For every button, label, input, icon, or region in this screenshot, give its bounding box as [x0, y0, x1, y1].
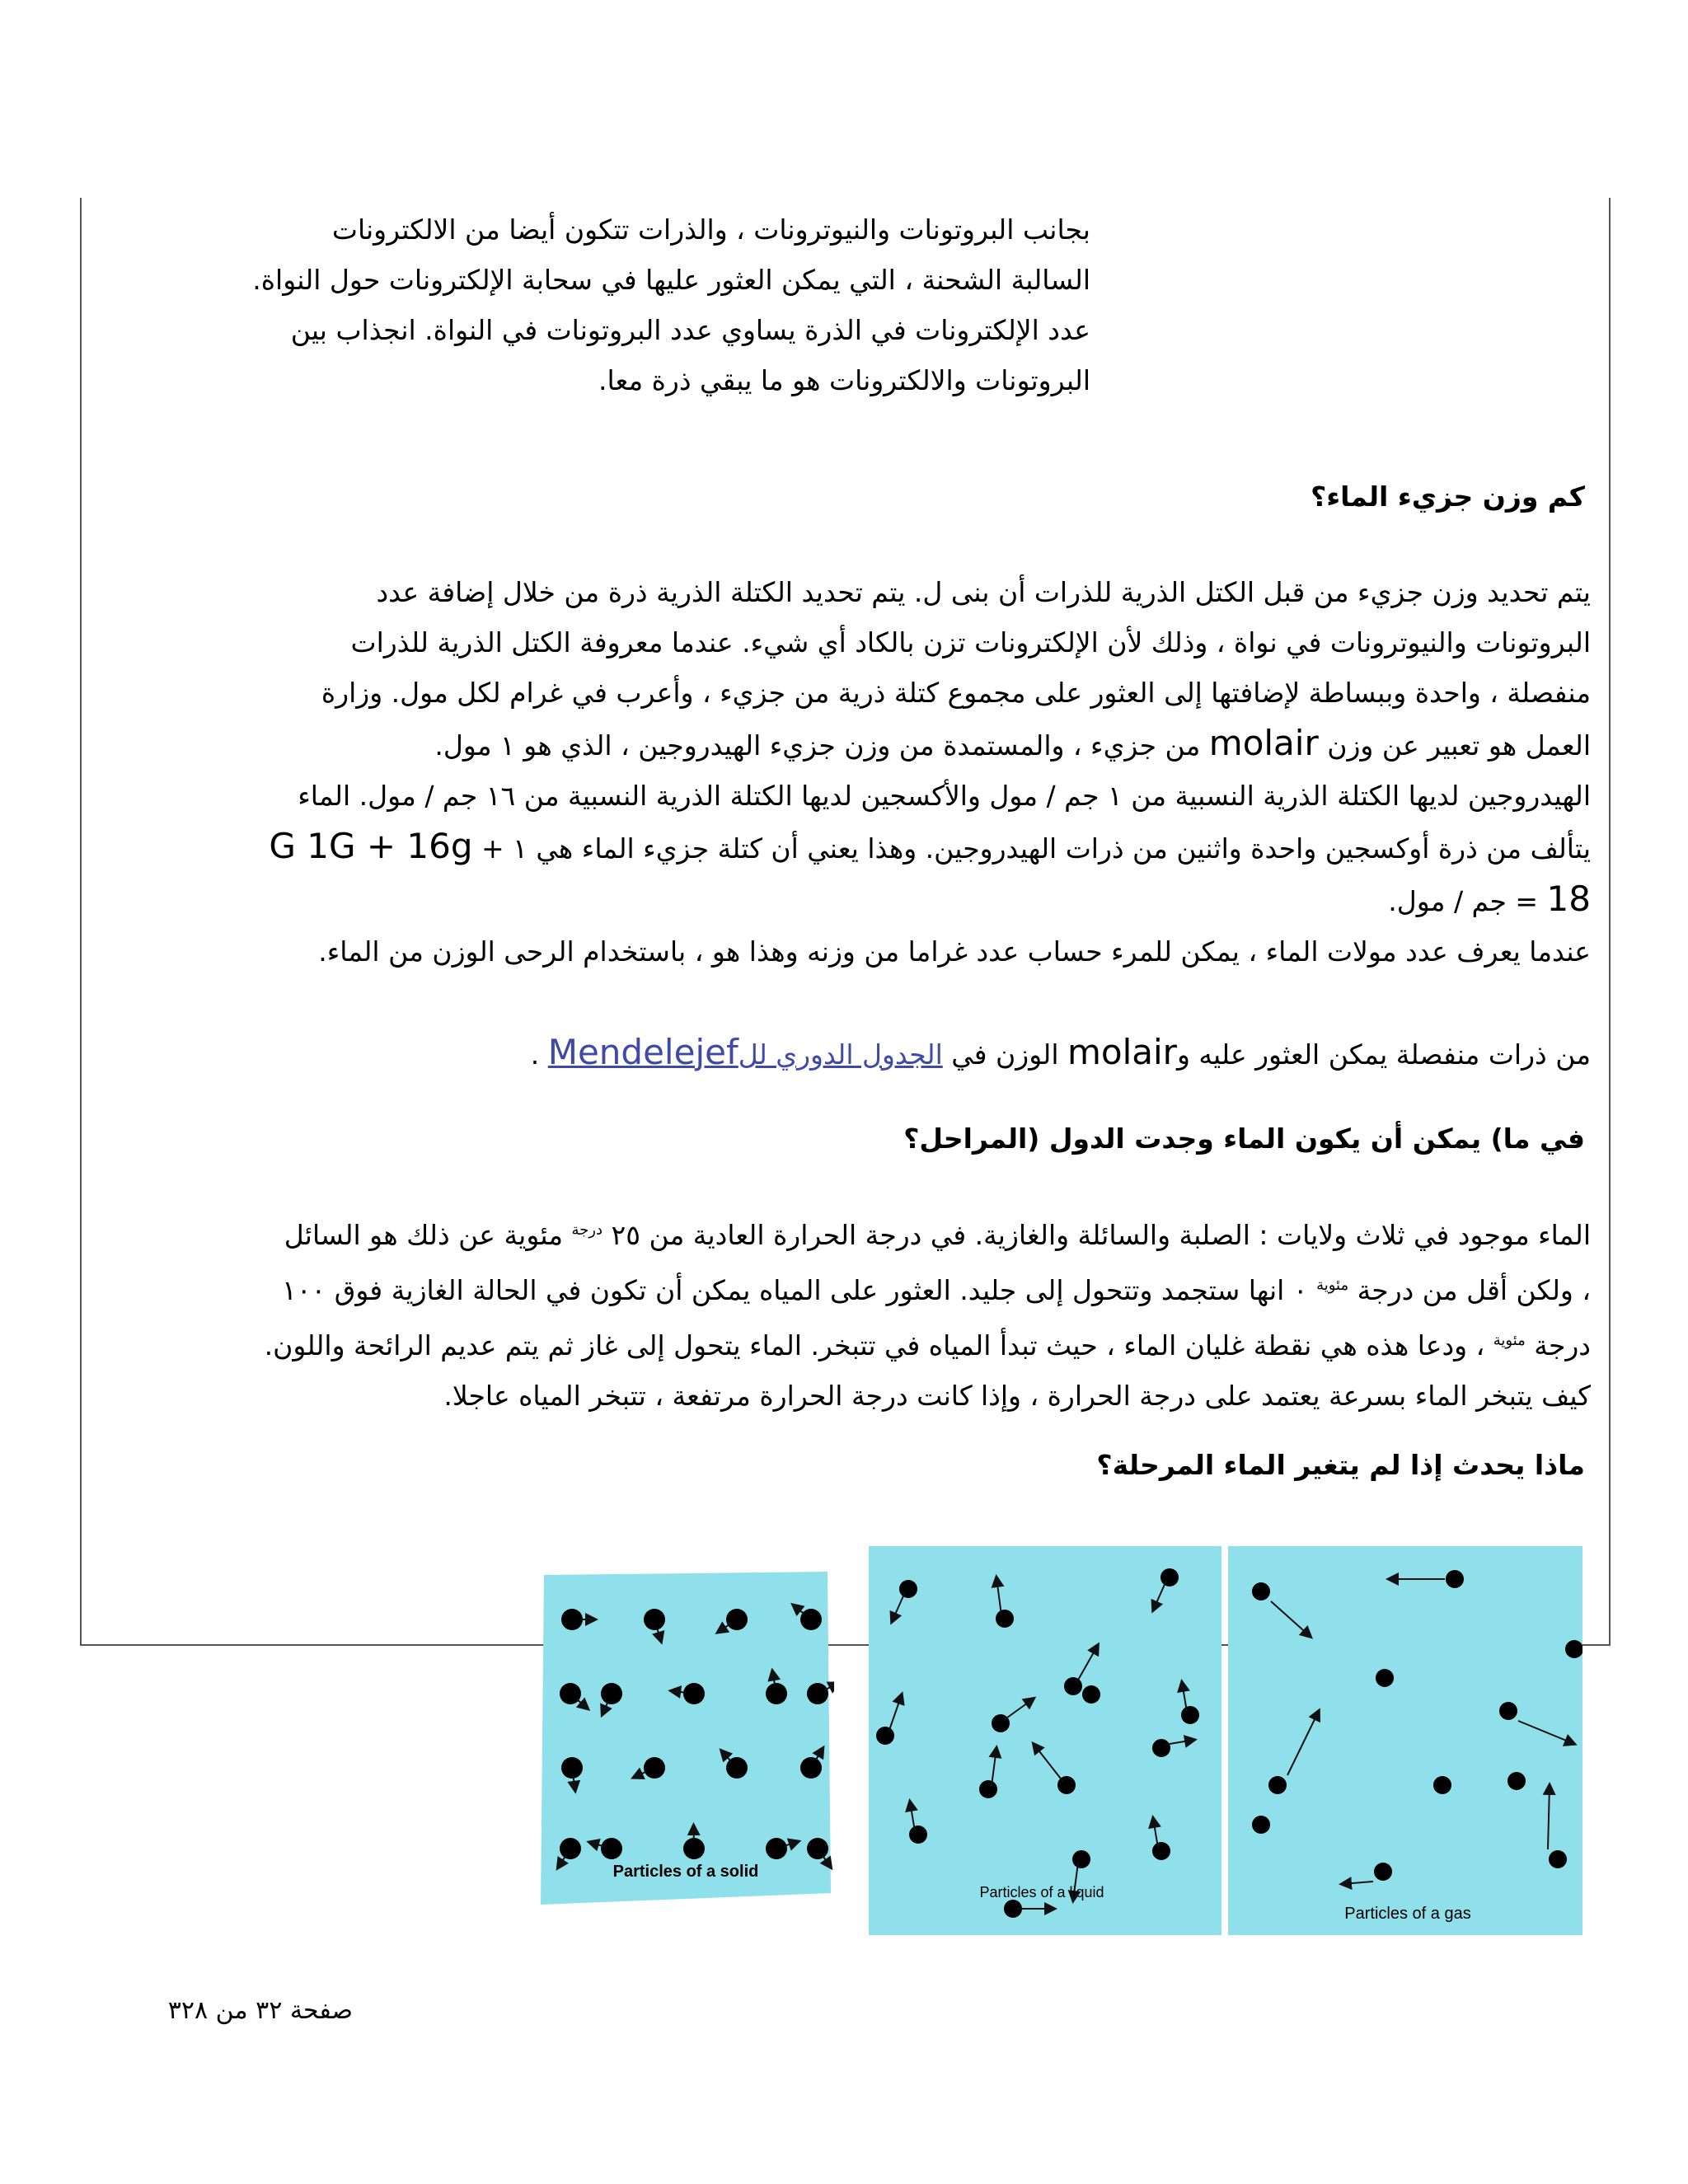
- particle: [1565, 1640, 1582, 1658]
- particle: [726, 1609, 748, 1630]
- particle: [807, 1683, 828, 1704]
- particle: [561, 1757, 583, 1779]
- particle: [1160, 1568, 1179, 1586]
- intro-line: السالبة الشحنة ، التي يمكن العثور عليها في سحابة الإلكترونات حول النواة.: [252, 264, 1090, 296]
- text-run: ٠ انها ستجمد وتتحول إلى جليد. العثور على المياه يمكن أن تكون في الحالة الغازية فوق ١٠٠: [282, 1274, 1317, 1306]
- particle: [1072, 1850, 1090, 1868]
- particle: [683, 1683, 705, 1704]
- particle: [1181, 1706, 1199, 1724]
- text-run: molair: [1067, 1032, 1177, 1072]
- heading-water-molecule-weight: كم وزن جزيء الماء؟: [1311, 480, 1585, 513]
- text-run: 18: [1546, 879, 1591, 919]
- particle: [1252, 1582, 1270, 1601]
- gas-background: [1228, 1546, 1582, 1935]
- particle: [899, 1580, 917, 1598]
- particle: [1152, 1842, 1170, 1860]
- solid-particles-figure: [537, 1570, 834, 1910]
- particle: [1507, 1772, 1526, 1790]
- particle: [876, 1727, 894, 1745]
- particle: [766, 1683, 787, 1704]
- solid-figure-svg: [537, 1570, 834, 1910]
- particle: [1446, 1570, 1464, 1588]
- intro-line: البروتونات والالكترونات هو ما يبقي ذرة معا.: [598, 364, 1090, 396]
- particle: [909, 1825, 927, 1844]
- text-run: مئوية عن ذلك هو السائل: [284, 1219, 572, 1251]
- paragraph-line: [265, 1260, 1591, 1315]
- heading-water-states: في ما) يمكن أن يكون الماء وجدت الدول (المراحل؟: [903, 1122, 1585, 1155]
- text-run: من ذرات منفصلة يمكن العثور عليه و: [1176, 1038, 1591, 1071]
- paragraph-line: [269, 874, 1591, 926]
- gas-figure-svg: [1228, 1546, 1582, 1935]
- paragraph-line: [269, 821, 1591, 874]
- text-run: الوزن في: [942, 1038, 1067, 1071]
- text-run: ، ولكن أقل من درجة: [1348, 1274, 1591, 1306]
- text-run: العمل هو تعبير عن وزن: [1318, 729, 1591, 762]
- particle: [1252, 1816, 1270, 1834]
- page-number: صفحة ٣٢ من ٣٢٨: [167, 1996, 353, 2025]
- paragraph-molecular-weight: [269, 567, 1591, 977]
- paragraph-periodic-table: [531, 1027, 1591, 1080]
- particle: [979, 1780, 997, 1798]
- text-run: ، ودعا هذه هي نقطة غليان الماء ، حيث تبدأ المياه في تتبخر. الماء يتحول إلى غاز ثم يتم عديم الرائحة واللون.: [264, 1329, 1493, 1361]
- particle: [1064, 1677, 1082, 1695]
- text-run: من جزيء ، والمستمدة من وزن جزيء الهيدروجين ، الذي هو ١ مول.: [434, 729, 1209, 762]
- particle: [560, 1838, 581, 1859]
- paragraph-line: [265, 1205, 1591, 1260]
- particle: [1374, 1863, 1392, 1881]
- heading-phase-change: ماذا يحدث إذا لم يتغير الماء المرحلة؟: [1096, 1449, 1585, 1481]
- paragraph-line: البروتونات والنيوترونات في نواة ، وذلك لأن الإلكترونات تزن بالكاد أي شيء. عندما معروفة الكتل الذرية للذرات: [350, 626, 1591, 658]
- particle: [800, 1757, 822, 1779]
- paragraph-line: [265, 1315, 1591, 1371]
- particle: [800, 1609, 822, 1630]
- paragraph-line: الهيدروجين لديها الكتلة الذرية النسبية من ١ جم / مول والأكسجين لديها الكتلة الذرية النسبية من ١٦ جم / مول. الماء: [298, 780, 1591, 812]
- particle: [1549, 1850, 1567, 1868]
- intro-line: عدد الإلكترونات في الذرة يساوي عدد البروتونات في النواة. انجذاب بين: [290, 314, 1090, 346]
- text-run: الماء موجود في ثلاث ولايات : الصلبة والسائلة والغازية. في درجة الحرارة العادية من ٢٥: [603, 1219, 1591, 1251]
- text-run: molair: [1208, 723, 1319, 763]
- text-run: درجة: [1525, 1329, 1591, 1361]
- intro-paragraph: [252, 204, 1090, 405]
- paragraph-line: كيف يتبخر الماء بسرعة يعتمد على درجة الحرارة ، وإذا كانت درجة الحرارة مرتفعة ، تتبخر المياه عاجلا.: [443, 1380, 1591, 1412]
- particle: [766, 1838, 787, 1859]
- solid-caption: Particles of a solid: [612, 1863, 759, 1881]
- paragraph-line: يتم تحديد وزن جزيء من قبل الكتل الذرية للذرات أن بنى ل. يتم تحديد الكتلة الذرية ذرة من خلال إضافة عدد: [376, 576, 1591, 608]
- liquid-figure-svg: [869, 1546, 1221, 1935]
- superscript: مئوية: [1493, 1332, 1526, 1349]
- paragraph-line: عندما يعرف عدد مولات الماء ، يمكن للمرء حساب عدد غراما من وزنه وهذا هو ، باستخدام الرحى الوزن من الماء.: [318, 935, 1591, 968]
- text-run: = جم / مول.: [1388, 885, 1547, 917]
- text-run: .: [530, 1038, 548, 1071]
- liquid-caption: Particles of a liquid: [979, 1884, 1104, 1900]
- liquid-particles-figure: [869, 1546, 1221, 1935]
- particle: [996, 1610, 1014, 1628]
- link-text[interactable]: Mendelejef: [547, 1032, 738, 1072]
- intro-line: بجانب البروتونات والنيوترونات ، والذرات تتكون أيضا من الالكترونات: [331, 213, 1090, 246]
- particle: [1082, 1685, 1100, 1704]
- particle: [807, 1838, 828, 1859]
- superscript: مئوية: [1316, 1277, 1349, 1294]
- particle: [1152, 1739, 1170, 1757]
- particle: [601, 1838, 622, 1859]
- particle: [644, 1609, 665, 1630]
- text-run: يتألف من ذرة أوكسجين واحدة واثنين من ذرات الهيدروجين. وهذا يعني أن كتلة جزيء الماء هي ١ +: [472, 832, 1591, 865]
- paragraph-line: منفصلة ، واحدة وببساطة لإضافتها إلى العثور على مجموع كتلة ذرية من جزيء ، وأعرب في غرام لكل مول. وزارة: [321, 677, 1591, 709]
- particle: [1499, 1702, 1517, 1720]
- particle: [1433, 1776, 1451, 1794]
- superscript: درجة: [571, 1221, 603, 1239]
- particle: [1376, 1669, 1394, 1687]
- gas-particles-figure: [1228, 1546, 1582, 1935]
- particle: [561, 1609, 583, 1630]
- link-text[interactable]: الجدول الدوري لل: [738, 1038, 943, 1071]
- particle: [683, 1838, 705, 1859]
- particle: [1268, 1776, 1287, 1794]
- periodic-table-link[interactable]: [547, 1032, 943, 1072]
- paragraph-water-states: [265, 1205, 1591, 1421]
- paragraph-line: [269, 718, 1591, 771]
- liquid-background: [869, 1546, 1221, 1935]
- particle: [644, 1757, 665, 1779]
- gas-caption: Particles of a gas: [1344, 1905, 1471, 1923]
- particle: [601, 1683, 622, 1704]
- text-run: G 1G + 16g: [269, 826, 473, 866]
